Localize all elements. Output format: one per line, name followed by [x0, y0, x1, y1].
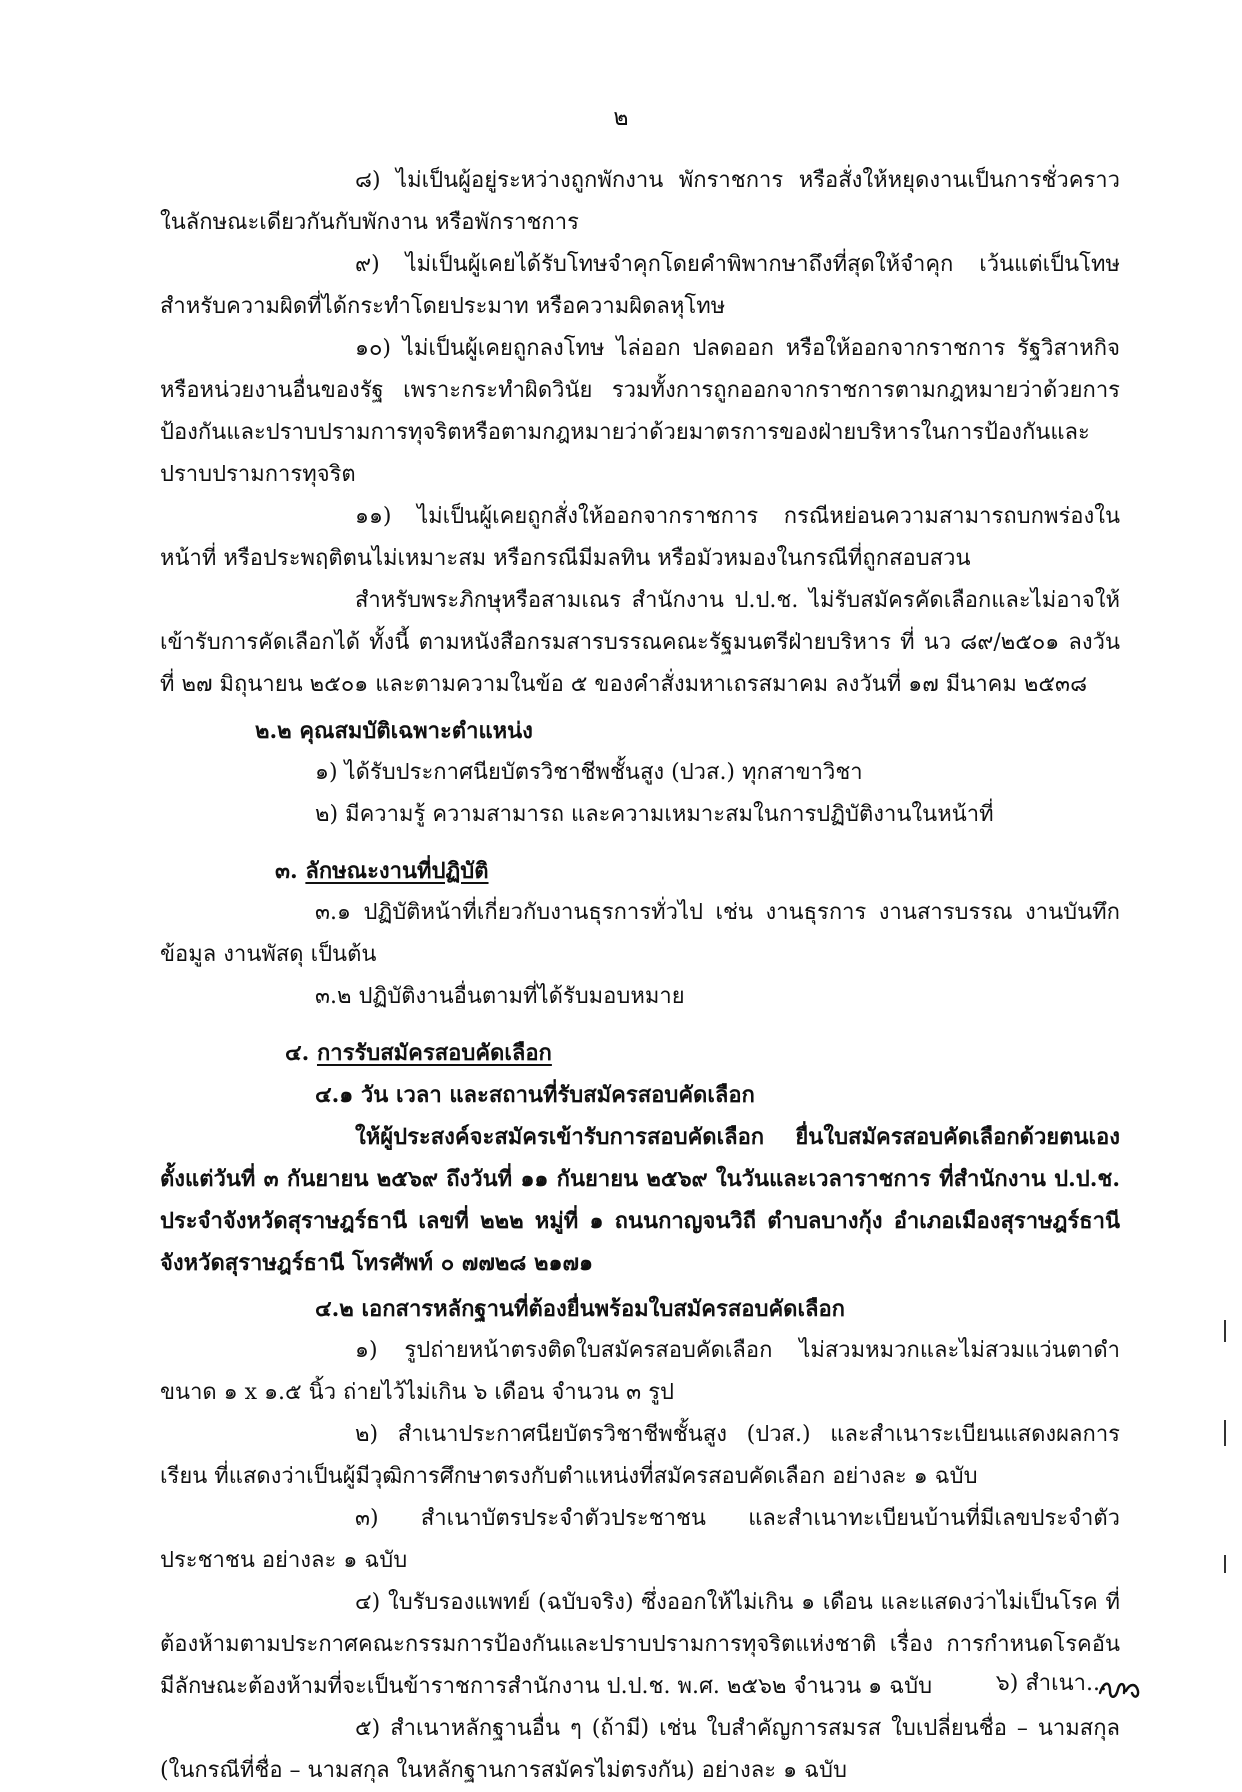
section-4-1-heading: ๔.๑ วัน เวลา และสถานที่รับสมัครสอบคัดเลือก	[315, 1082, 755, 1108]
continuation-text: ๖) สำเนา...	[995, 1671, 1107, 1696]
document-body	[160, 160, 1120, 1792]
scan-artifact	[1224, 1320, 1226, 1342]
document-3: ๓) สำเนาบัตรประจำตัวประชาชน และสำเนาทะเบียนบ้านที่มีเลขประจำตัวประชาชน อย่างละ ๑ ฉบับ	[160, 1506, 1120, 1573]
scan-artifact	[1224, 1555, 1226, 1573]
duty-3-2: ๓.๒ ปฏิบัติงานอื่นตามที่ได้รับมอบหมาย	[315, 984, 685, 1009]
section-3-title: ลักษณะงานที่ปฏิบัติ	[305, 858, 489, 884]
application-schedule: ให้ผู้ประสงค์จะสมัครเข้ารับการสอบคัดเลือก ยื่นใบสมัครสอบคัดเลือกด้วยตนเอง ตั้งแต่วันที่ ๓ กันยายน ๒๕๖๙ ถึงวันที่ ๑๑ กันยายน ๒๕๖๙ ในวันและเวลาราชการ ที่สำนักงาน ป.ป.ช. ประจำจังหวัดสุราษฎร์ธานี เลขที่ ๒๒๒ หมู่ที่ ๑ ถนนกาญจนวิถี ตำบลบางกุ้ง อำเภอเมืองสุราษฎร์ธานี จังหวัดสุราษฎร์ธานี โทรศัพท์ ๐ ๗๗๒๘ ๒๑๗๑	[160, 1124, 1120, 1276]
clause-11: ๑๑) ไม่เป็นผู้เคยถูกสั่งให้ออกจากราชการ กรณีหย่อนความสามารถบกพร่องในหน้าที่ หรือประพฤติตนไม่เหมาะสม หรือกรณีมีมลทิน หรือมัวหมองในกรณีที่ถูกสอบสวน	[160, 504, 1120, 571]
clause-9: ๙) ไม่เป็นผู้เคยได้รับโทษจำคุกโดยคำพิพากษาถึงที่สุดให้จำคุก เว้นแต่เป็นโทษสำหรับความผิดที่ได้กระทำโดยประมาท หรือความผิดลหุโทษ	[160, 252, 1120, 319]
section-4-heading	[160, 1032, 1120, 1074]
section-4-2-heading: ๔.๒ เอกสารหลักฐานที่ต้องยื่นพร้อมใบสมัครสอบคัดเลือก	[315, 1296, 845, 1322]
clause-10: ๑๐) ไม่เป็นผู้เคยถูกลงโทษ ไล่ออก ปลดออก หรือให้ออกจากราชการ รัฐวิสาหกิจ หรือหน่วยงานอื่นของรัฐ เพราะกระทำผิดวินัย รวมทั้งการถูกออกจากราชการตามกฎหมายว่าด้วยการป้องกันและปราบปรามการทุจริตหรือตามกฎหมายว่าด้วยมาตรการของฝ่ายบริหารในการป้องกันและปราบปรามการทุจริต	[160, 336, 1120, 487]
duty-3-1: ๓.๑ ปฏิบัติหน้าที่เกี่ยวกับงานธุรการทั่วไป เช่น งานธุรการ งานสารบรรณ งานบันทึกข้อมูล งานพัสดุ เป็นต้น	[160, 900, 1120, 967]
document-4: ๔) ใบรับรองแพทย์ (ฉบับจริง) ซึ่งออกให้ไม่เกิน ๑ เดือน และแสดงว่าไม่เป็นโรค ที่ต้องห้ามตามประกาศคณะกรรมการป้องกันและปราบปรามการทุจริตแห่งชาติ เรื่อง การกำหนดโรคอันมีลักษณะต้องห้ามที่จะเป็นข้าราชการสำนักงาน ป.ป.ช. พ.ศ. ๒๕๖๒ จำนวน ๑ ฉบับ	[160, 1590, 1120, 1699]
qualification-1: ๑) ได้รับประกาศนียบัตรวิชาชีพชั้นสูง (ปวส.) ทุกสาขาวิชา	[315, 760, 863, 785]
section-2-2-heading: ๒.๒ คุณสมบัติเฉพาะตำแหน่ง	[255, 718, 533, 744]
page-number: ๒	[613, 105, 629, 131]
qualification-2: ๒) มีความรู้ ความสามารถ และความเหมาะสมในการปฏิบัติงานในหน้าที่	[315, 802, 994, 827]
section-3-number: ๓.	[275, 858, 298, 884]
monk-note: สำหรับพระภิกษุหรือสามเณร สำนักงาน ป.ป.ช. ไม่รับสมัครคัดเลือกและไม่อาจให้เข้ารับการคัดเลือกได้ ทั้งนี้ ตามหนังสือกรมสารบรรณคณะรัฐมนตรีฝ่ายบริหาร ที่ นว ๘๙/๒๕๐๑ ลงวันที่ ๒๗ มิถุนายน ๒๕๐๑ และตามความในข้อ ๕ ของคำสั่งมหาเถรสมาคม ลงวันที่ ๑๗ มีนาคม ๒๕๓๘	[160, 588, 1120, 697]
document-1: ๑) รูปถ่ายหน้าตรงติดใบสมัครสอบคัดเลือก ไม่สวมหมวกและไม่สวมแว่นตาดำ ขนาด ๑ x ๑.๕ นิ้ว ถ่ายไว้ไม่เกิน ๖ เดือน จำนวน ๓ รูป	[160, 1338, 1120, 1405]
section-3-heading	[160, 850, 1120, 892]
document-2: ๒) สำเนาประกาศนียบัตรวิชาชีพชั้นสูง (ปวส.) และสำเนาระเบียนแสดงผลการเรียน ที่แสดงว่าเป็นผู้มีวุฒิการศึกษาตรงกับตำแหน่งที่สมัครสอบคัดเลือก อย่างละ ๑ ฉบับ	[160, 1422, 1120, 1489]
clause-8: ๘) ไม่เป็นผู้อยู่ระหว่างถูกพักงาน พักราชการ หรือสั่งให้หยุดงานเป็นการชั่วคราว ในลักษณะเดียวกันกับพักงาน หรือพักราชการ	[160, 168, 1120, 235]
scan-artifact	[1224, 1420, 1226, 1446]
section-4-number: ๔.	[285, 1040, 310, 1066]
section-4-title: การรับสมัครสอบคัดเลือก	[316, 1040, 552, 1066]
document-5: ๕) สำเนาหลักฐานอื่น ๆ (ถ้ามี) เช่น ใบสำคัญการสมรส ใบเปลี่ยนชื่อ – นามสกุล (ในกรณีที่ชื่อ – นามสกุล ในหลักฐานการสมัครไม่ตรงกัน) อย่างละ ๑ ฉบับ	[160, 1716, 1120, 1783]
handwritten-initials-icon	[1096, 1673, 1144, 1703]
